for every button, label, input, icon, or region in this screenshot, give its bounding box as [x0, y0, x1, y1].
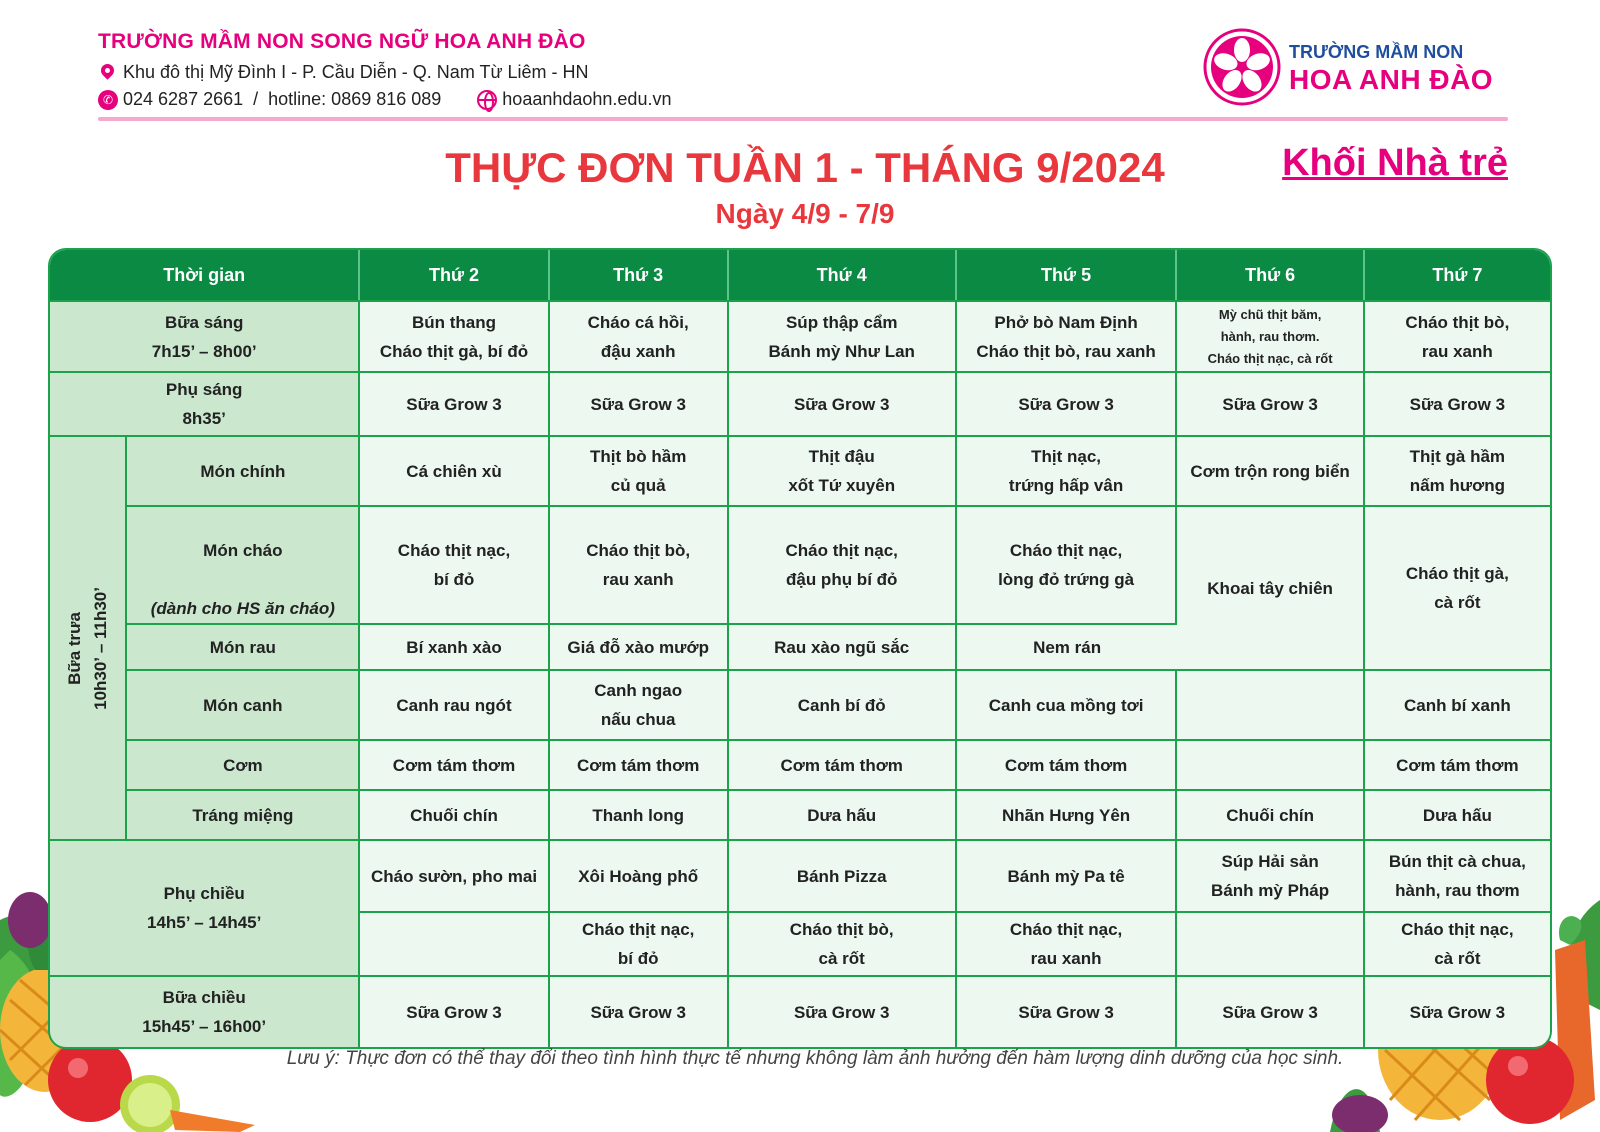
menu-cell: Bánh Pizza — [729, 839, 957, 911]
menu-cell: Sữa Grow 3 — [957, 975, 1178, 1047]
contact-line — [98, 89, 671, 110]
menu-cell: Cháo thịt bò, cà rốt — [729, 911, 957, 975]
address-line — [98, 62, 589, 83]
menu-cell: Sữa Grow 3 — [729, 975, 957, 1047]
sub-label-rice: Cơm — [127, 739, 360, 789]
menu-cell-friday-side: Khoai tây chiên — [1177, 505, 1364, 669]
table-row-lunch-main — [50, 435, 1550, 505]
menu-cell: Nhãn Hưng Yên — [957, 789, 1178, 839]
contact-separator: / — [253, 89, 259, 109]
sub-label-porridge — [127, 505, 360, 623]
row-label-morning-snack: Phụ sáng 8h35’ — [50, 371, 360, 435]
menu-cell: Sữa Grow 3 — [1177, 371, 1364, 435]
menu-cell: Canh bí đỏ — [729, 669, 957, 739]
menu-cell-saturday-porridge: Cháo thịt gà, cà rốt — [1365, 505, 1550, 669]
menu-cell: Chuối chín — [1177, 789, 1364, 839]
column-header-wednesday: Thứ 4 — [729, 250, 957, 300]
sub-label-vegetable: Món rau — [127, 623, 360, 669]
menu-cell: Mỳ chũ thịt băm, hành, rau thơm. Cháo thịt nạc, cà rốt — [1177, 300, 1364, 371]
menu-cell: Cháo thịt nạc, rau xanh — [957, 911, 1178, 975]
school-header — [98, 28, 1508, 124]
column-header-friday: Thứ 6 — [1177, 250, 1364, 300]
menu-cell: Sữa Grow 3 — [550, 975, 729, 1047]
logo-text-main: HOA ANH ĐÀO — [1289, 64, 1494, 95]
menu-cell: Cơm trộn rong biển — [1177, 435, 1364, 505]
table-row-breakfast — [50, 300, 1550, 371]
menu-cell: Cơm tám thơm — [360, 739, 549, 789]
lunch-label-text: Bữa trưa 10h30’ – 11h30’ — [64, 586, 110, 710]
menu-cell — [1177, 911, 1364, 975]
hotline-number: hotline: 0869 816 089 — [268, 89, 442, 109]
menu-cell: Sữa Grow 3 — [729, 371, 957, 435]
table-header-row — [50, 250, 1550, 300]
menu-cell: Bún thang Cháo thịt gà, bí đỏ — [360, 300, 549, 371]
grade-label: Khối Nhà trẻ — [1282, 142, 1508, 184]
menu-cell — [360, 911, 549, 975]
menu-cell: Canh rau ngót — [360, 669, 549, 739]
table-row-morning-snack — [50, 371, 1550, 435]
table-row-afternoon-meal — [50, 975, 1550, 1047]
phone-number: 024 6287 2661 — [123, 89, 244, 109]
menu-cell: Bánh mỳ Pa tê — [957, 839, 1178, 911]
menu-cell: Súp thập cẩm Bánh mỳ Như Lan — [729, 300, 957, 371]
menu-cell: Sữa Grow 3 — [1365, 975, 1550, 1047]
website-group — [477, 89, 671, 110]
menu-cell: Cháo thịt nạc, đậu phụ bí đỏ — [729, 505, 957, 623]
porridge-label: Món cháo — [203, 541, 283, 560]
menu-cell: Rau xào ngũ sắc — [729, 623, 957, 669]
menu-cell: Nem rán — [957, 623, 1178, 669]
column-header-saturday: Thứ 7 — [1365, 250, 1550, 300]
footer-note: Lưu ý: Thực đơn có thể thay đổi theo tình hình thực tế nhưng không làm ảnh hưởng đến hàm lượng dinh dưỡng của học sinh. — [286, 1048, 1344, 1069]
date-range: Ngày 4/9 - 7/9 — [715, 198, 895, 229]
table-row-lunch-rice — [50, 739, 1550, 789]
column-header-monday: Thứ 2 — [360, 250, 549, 300]
weekly-menu-table — [48, 248, 1552, 1036]
menu-cell — [1177, 739, 1364, 789]
menu-cell: Dưa hấu — [1365, 789, 1550, 839]
column-header-tuesday: Thứ 3 — [550, 250, 729, 300]
menu-cell: Chuối chín — [360, 789, 549, 839]
menu-cell: Bí xanh xào — [360, 623, 549, 669]
menu-cell: Sữa Grow 3 — [550, 371, 729, 435]
menu-cell: Cháo thịt nạc, cà rốt — [1365, 911, 1550, 975]
school-logo — [1203, 28, 1494, 110]
menu-cell: Canh cua mồng tơi — [957, 669, 1178, 739]
column-header-time: Thời gian — [50, 250, 360, 300]
column-header-thursday: Thứ 5 — [957, 250, 1178, 300]
menu-cell: Cháo thịt nạc, lòng đỏ trứng gà — [957, 505, 1178, 623]
table-row-lunch-porridge — [50, 505, 1550, 623]
menu-cell: Sữa Grow 3 — [957, 371, 1178, 435]
menu-cell: Sữa Grow 3 — [1177, 975, 1364, 1047]
table-row-afternoon-snack-1 — [50, 839, 1550, 911]
menu-cell: Sữa Grow 3 — [360, 975, 549, 1047]
sub-label-main-dish: Món chính — [127, 435, 360, 505]
porridge-label-note: (dành cho HS ăn cháo) — [150, 599, 335, 618]
logo-text-top: TRƯỜNG MẦM NON — [1289, 42, 1464, 62]
menu-cell: Cơm tám thơm — [1365, 739, 1550, 789]
menu-cell: Cơm tám thơm — [550, 739, 729, 789]
phone-icon: ✆ — [98, 90, 118, 110]
menu-cell: Sữa Grow 3 — [1365, 371, 1550, 435]
menu-cell: Thịt gà hầm nấm hương — [1365, 435, 1550, 505]
menu-cell: Bún thịt cà chua, hành, rau thơm — [1365, 839, 1550, 911]
menu-cell: Thịt đậu xốt Tứ xuyên — [729, 435, 957, 505]
menu-cell: Cháo sườn, pho mai — [360, 839, 549, 911]
row-label-afternoon-snack: Phụ chiều 14h5’ – 14h45’ — [50, 839, 360, 975]
location-pin-icon — [98, 63, 118, 83]
row-label-breakfast: Bữa sáng 7h15’ – 8h00’ — [50, 300, 360, 371]
address-text: Khu đô thị Mỹ Đình I - P. Cầu Diễn - Q. Nam Từ Liêm - HN — [123, 62, 589, 82]
menu-cell: Cháo thịt bò, rau xanh — [550, 505, 729, 623]
menu-cell — [1177, 669, 1364, 739]
cherry-blossom-logo-icon — [1203, 28, 1281, 106]
menu-cell: Sữa Grow 3 — [360, 371, 549, 435]
menu-cell: Cháo thịt nạc, bí đỏ — [360, 505, 549, 623]
menu-cell: Cháo thịt bò, rau xanh — [1365, 300, 1550, 371]
menu-cell: Cơm tám thơm — [957, 739, 1178, 789]
menu-cell: Cá chiên xù — [360, 435, 549, 505]
menu-cell: Giá đỗ xào mướp — [550, 623, 729, 669]
menu-cell: Cháo thịt nạc, bí đỏ — [550, 911, 729, 975]
menu-cell: Cơm tám thơm — [729, 739, 957, 789]
menu-cell: Cháo cá hồi, đậu xanh — [550, 300, 729, 371]
page-title: THỰC ĐƠN TUẦN 1 - THÁNG 9/2024 — [445, 144, 1165, 191]
school-name: TRƯỜNG MẦM NON SONG NGỮ HOA ANH ĐÀO — [98, 30, 586, 53]
menu-cell: Xôi Hoàng phố — [550, 839, 729, 911]
row-label-afternoon-meal: Bữa chiều 15h45’ – 16h00’ — [50, 975, 360, 1047]
menu-cell: Canh bí xanh — [1365, 669, 1550, 739]
menu-cell: Thanh long — [550, 789, 729, 839]
sub-label-soup: Món canh — [127, 669, 360, 739]
menu-cell: Phở bò Nam Định Cháo thịt bò, rau xanh — [957, 300, 1178, 371]
website-link[interactable]: hoaanhdaohn.edu.vn — [502, 89, 672, 109]
menu-cell: Thịt bò hầm củ quả — [550, 435, 729, 505]
globe-icon — [477, 90, 497, 110]
menu-cell: Thịt nạc, trứng hấp vân — [957, 435, 1178, 505]
table-row-lunch-soup — [50, 669, 1550, 739]
menu-cell: Súp Hải sản Bánh mỳ Pháp — [1177, 839, 1364, 911]
menu-cell: Canh ngao nấu chua — [550, 669, 729, 739]
row-label-lunch — [50, 435, 127, 839]
table-row-lunch-dessert — [50, 789, 1550, 839]
sub-label-dessert: Tráng miệng — [127, 789, 360, 839]
header-divider — [98, 117, 1508, 121]
menu-cell: Dưa hấu — [729, 789, 957, 839]
